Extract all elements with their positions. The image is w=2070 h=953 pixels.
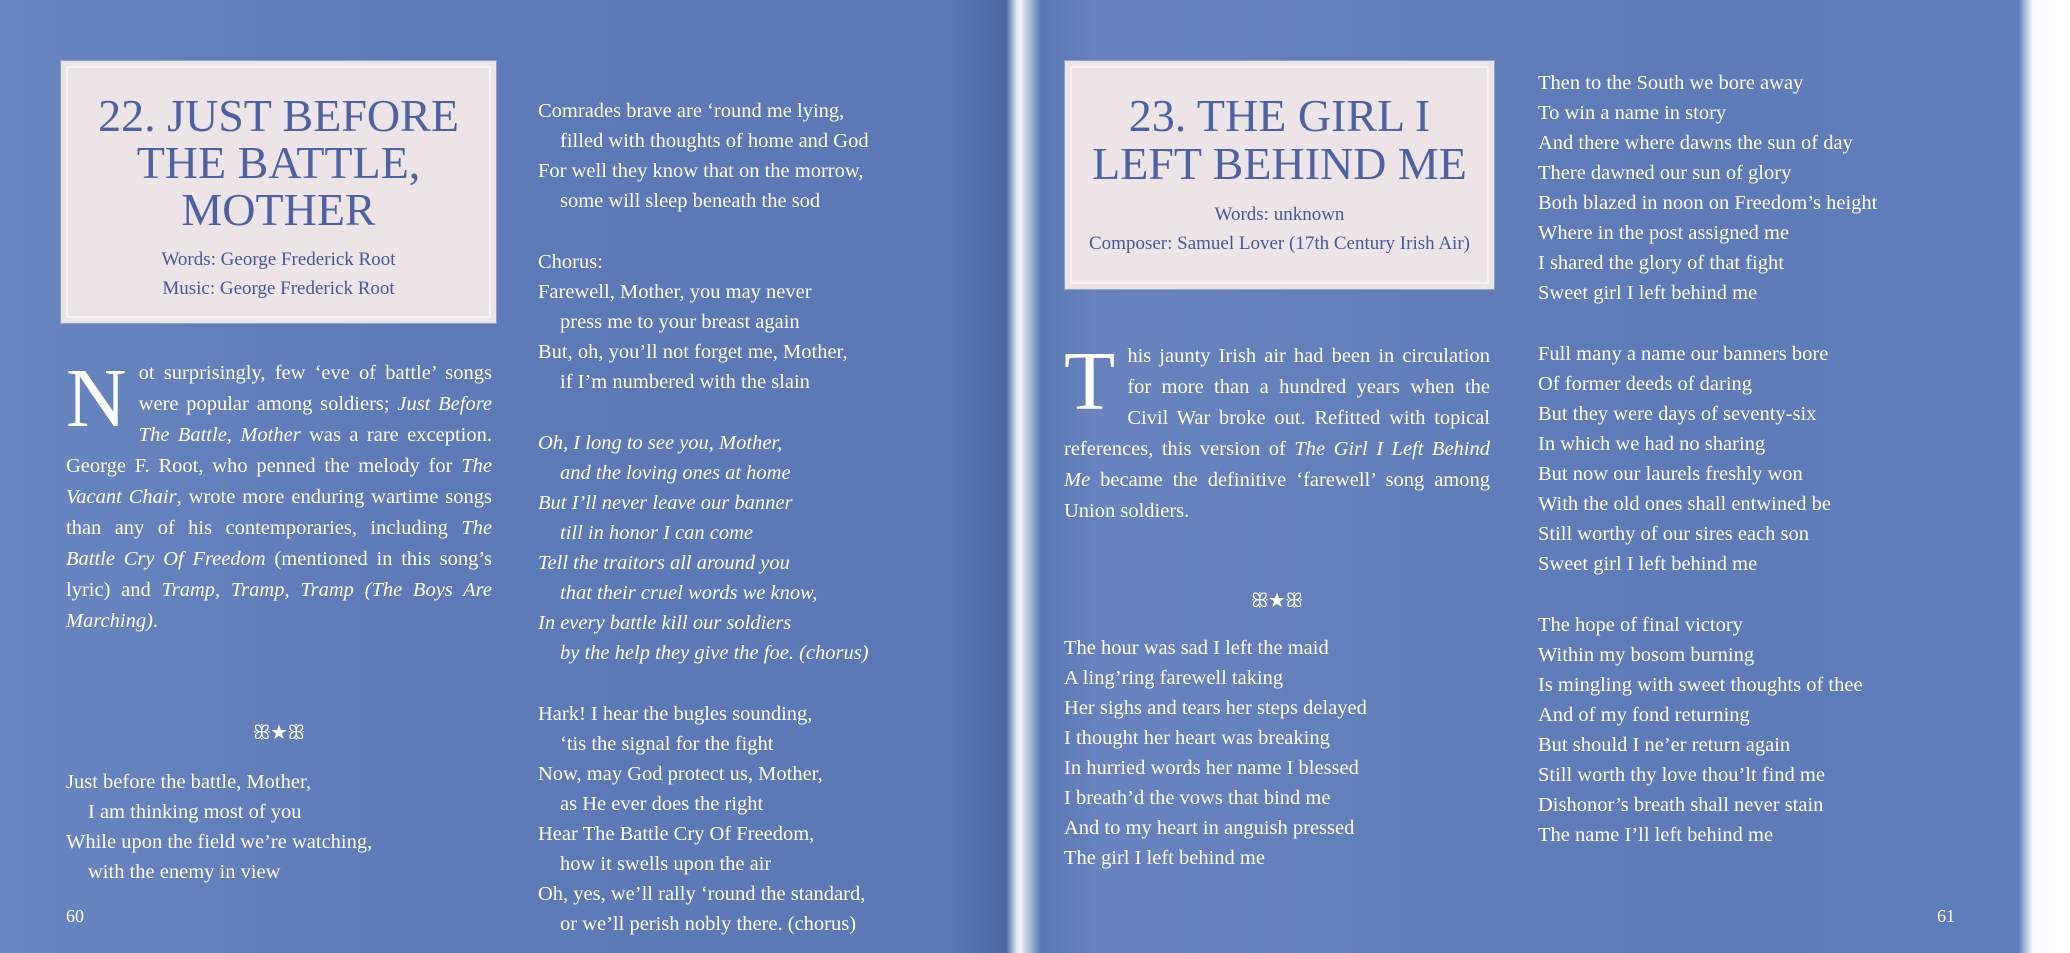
- intro-segment: Tramp, Tramp, Tramp (The Boys Are Marching): [66, 579, 492, 632]
- intro-segment: The Battle Cry Of Freedom: [66, 517, 492, 570]
- lyric-stanza: [538, 96, 869, 216]
- lyric-line: by the help they give the foe. (chorus): [560, 642, 869, 664]
- lyric-line: The girl I left behind me: [1064, 847, 1265, 869]
- lyric-line: Both blazed in noon on Freedom’s height: [1538, 192, 1878, 214]
- title-line-2: LEFT BEHIND ME: [1092, 138, 1467, 189]
- title-line-1: 23. THE GIRL I: [1128, 90, 1431, 141]
- ornament-divider: ꕥ★ꕥ: [252, 722, 306, 744]
- left-page: [0, 0, 1010, 953]
- song-23-intro: [1064, 335, 1490, 527]
- lyric-line: Then to the South we bore away: [1538, 72, 1804, 94]
- lyric-line: Is mingling with sweet thoughts of thee: [1538, 674, 1863, 696]
- lyric-stanza: [66, 767, 372, 887]
- lyric-line: With the old ones shall entwined be: [1538, 493, 1831, 515]
- lyric-line: The hour was sad I left the maid: [1064, 637, 1329, 659]
- lyric-line: For well they know that on the morrow,: [538, 160, 864, 182]
- lyric-line: But, oh, you’ll not forget me, Mother,: [538, 341, 848, 363]
- lyric-line: Still worth thy love thou’lt find me: [1538, 764, 1825, 786]
- lyric-line: how it swells upon the air: [560, 853, 772, 875]
- song-23-lyrics-column-2: [1538, 68, 1877, 881]
- lyric-line: Her sighs and tears her steps delayed: [1064, 697, 1367, 719]
- lyric-stanza: [1538, 339, 1877, 579]
- lyric-line: Where in the post assigned me: [1538, 222, 1790, 244]
- lyric-line: Hark! I hear the bugles sounding,: [538, 703, 813, 725]
- intro-segment: The Vacant Chair: [66, 455, 492, 508]
- song-22-lyrics-column-1: [66, 767, 372, 918]
- lyric-line: Now, may God protect us, Mother,: [538, 763, 823, 785]
- title-line-3: MOTHER: [181, 184, 376, 235]
- lyric-line: as He ever does the right: [560, 793, 764, 815]
- lyric-line: But should I ne’er return again: [1538, 734, 1791, 756]
- lyric-line: Full many a name our banners bore: [1538, 343, 1829, 365]
- title-line-2: THE BATTLE,: [136, 137, 421, 188]
- lyric-line: But they were days of seventy-six: [1538, 403, 1817, 425]
- lyric-line: if I’m numbered with the slain: [560, 371, 810, 393]
- lyric-line: Sweet girl I left behind me: [1538, 553, 1758, 575]
- lyric-line: Tell the traitors all around you: [538, 552, 790, 574]
- lyric-line: Still worthy of our sires each son: [1538, 523, 1810, 545]
- lyric-line: and the loving ones at home: [560, 462, 791, 484]
- ornament-divider: ꕥ★ꕥ: [1250, 590, 1304, 612]
- lyric-line: A ling’ring farewell taking: [1064, 667, 1284, 689]
- drop-cap: N: [66, 352, 127, 445]
- lyric-line: I thought her heart was breaking: [1064, 727, 1330, 749]
- lyric-line: Of former deeds of daring: [1538, 373, 1753, 395]
- lyric-line: Dishonor’s breath shall never stain: [1538, 794, 1824, 816]
- lyric-stanza: [538, 699, 869, 939]
- lyric-line: In hurried words her name I blessed: [1064, 757, 1359, 779]
- lyric-line: that their cruel words we know,: [560, 582, 818, 604]
- music-credit: Music: George Frederick Root: [162, 278, 395, 299]
- song-22-intro: [66, 352, 493, 637]
- page-number-left: 60: [66, 906, 84, 926]
- song-22-title: [68, 92, 489, 233]
- lyric-line: But I’ll never leave our banner: [538, 492, 793, 514]
- lyric-line: or we’ll perish nobly there. (chorus): [560, 913, 857, 935]
- words-credit: Words: unknown: [1214, 204, 1345, 225]
- intro-segment: Just Before The Battle, Mother: [138, 393, 493, 446]
- lyric-stanza: [1538, 68, 1877, 308]
- song-22-lyrics-column-2: [538, 96, 869, 953]
- lyric-line: And there where dawns the sun of day: [1538, 132, 1853, 154]
- lyric-line: Within my bosom burning: [1538, 644, 1755, 666]
- lyric-line: filled with thoughts of home and God: [560, 130, 869, 152]
- lyric-line: There dawned our sun of glory: [1538, 162, 1792, 184]
- lyric-line: some will sleep beneath the sod: [560, 190, 821, 212]
- lyric-line: I am thinking most of you: [88, 801, 302, 823]
- title-line-1: 22. JUST BEFORE: [98, 90, 459, 141]
- lyric-line: Chorus:: [538, 251, 603, 273]
- intro-text: [66, 352, 493, 632]
- lyric-line: Just before the battle, Mother,: [66, 771, 312, 793]
- lyric-line: Oh, I long to see you, Mother,: [538, 432, 783, 454]
- words-credit: Words: George Frederick Root: [161, 249, 396, 270]
- lyric-line: In every battle kill our soldiers: [538, 612, 792, 634]
- lyric-stanza: [1064, 633, 1367, 873]
- lyric-stanza: [538, 247, 869, 397]
- lyric-line: Sweet girl I left behind me: [1538, 282, 1758, 304]
- composer-credit: Composer: Samuel Lover (17th Century Irish Air): [1089, 233, 1470, 254]
- lyric-line: To win a name in story: [1538, 102, 1727, 124]
- intro-segment: became the definitive ‘farewell’ song among Union soldiers.: [1064, 469, 1490, 522]
- lyric-line: While upon the field we’re watching,: [66, 831, 373, 853]
- lyric-line: In which we had no sharing: [1538, 433, 1766, 455]
- lyric-line: And to my heart in anguish pressed: [1064, 817, 1355, 839]
- intro-segment: The Girl I Left Behind Me: [1064, 438, 1490, 491]
- lyric-line: Oh, yes, we’ll rally ‘round the standard,: [538, 883, 866, 905]
- lyric-stanza: [538, 428, 869, 668]
- right-page: [1040, 0, 2030, 953]
- intro-segment: , wrote more enduring wartime songs than any of his contemporaries, including: [66, 486, 492, 539]
- lyric-line: The hope of final victory: [1538, 614, 1743, 636]
- lyric-line: Comrades brave are ‘round me lying,: [538, 100, 845, 122]
- lyric-line: And of my fond returning: [1538, 704, 1750, 726]
- lyric-line: Farewell, Mother, you may never: [538, 281, 812, 303]
- intro-segment: ot surprisingly, few ‘eve of battle’ songs were popular among soldiers;: [138, 362, 492, 415]
- lyric-stanza: [1538, 610, 1877, 850]
- song-22-title-box: [66, 66, 491, 318]
- drop-cap: T: [1064, 335, 1116, 428]
- lyric-line: press me to your breast again: [560, 311, 800, 333]
- lyric-line: I breath’d the vows that bind me: [1064, 787, 1331, 809]
- lyric-line: Hear The Battle Cry Of Freedom,: [538, 823, 815, 845]
- intro-segment: his jaunty Irish air had been in circulation for more than a hundred years when the Civil War broke out. Refitted with topical references, this version of: [1064, 345, 1490, 460]
- intro-segment: was a rare exception. George F. Root, who penned the melody for: [66, 424, 492, 477]
- lyric-line: I shared the glory of that fight: [1538, 252, 1784, 274]
- lyric-line: The name I’ll left behind me: [1538, 824, 1774, 846]
- lyric-line: with the enemy in view: [88, 861, 281, 883]
- page-number-right: 61: [1937, 906, 1955, 926]
- lyric-line: But now our laurels freshly won: [1538, 463, 1803, 485]
- song-23-title-box: [1070, 66, 1489, 284]
- song-23-lyrics-column-1: [1064, 633, 1367, 904]
- lyric-line: ‘tis the signal for the fight: [560, 733, 774, 755]
- lyric-line: till in honor I can come: [560, 522, 754, 544]
- song-23-title: [1072, 92, 1487, 188]
- intro-segment: (mentioned in this song’s lyric) and: [66, 548, 492, 601]
- intro-segment: .: [152, 610, 159, 632]
- intro-text: [1064, 335, 1490, 522]
